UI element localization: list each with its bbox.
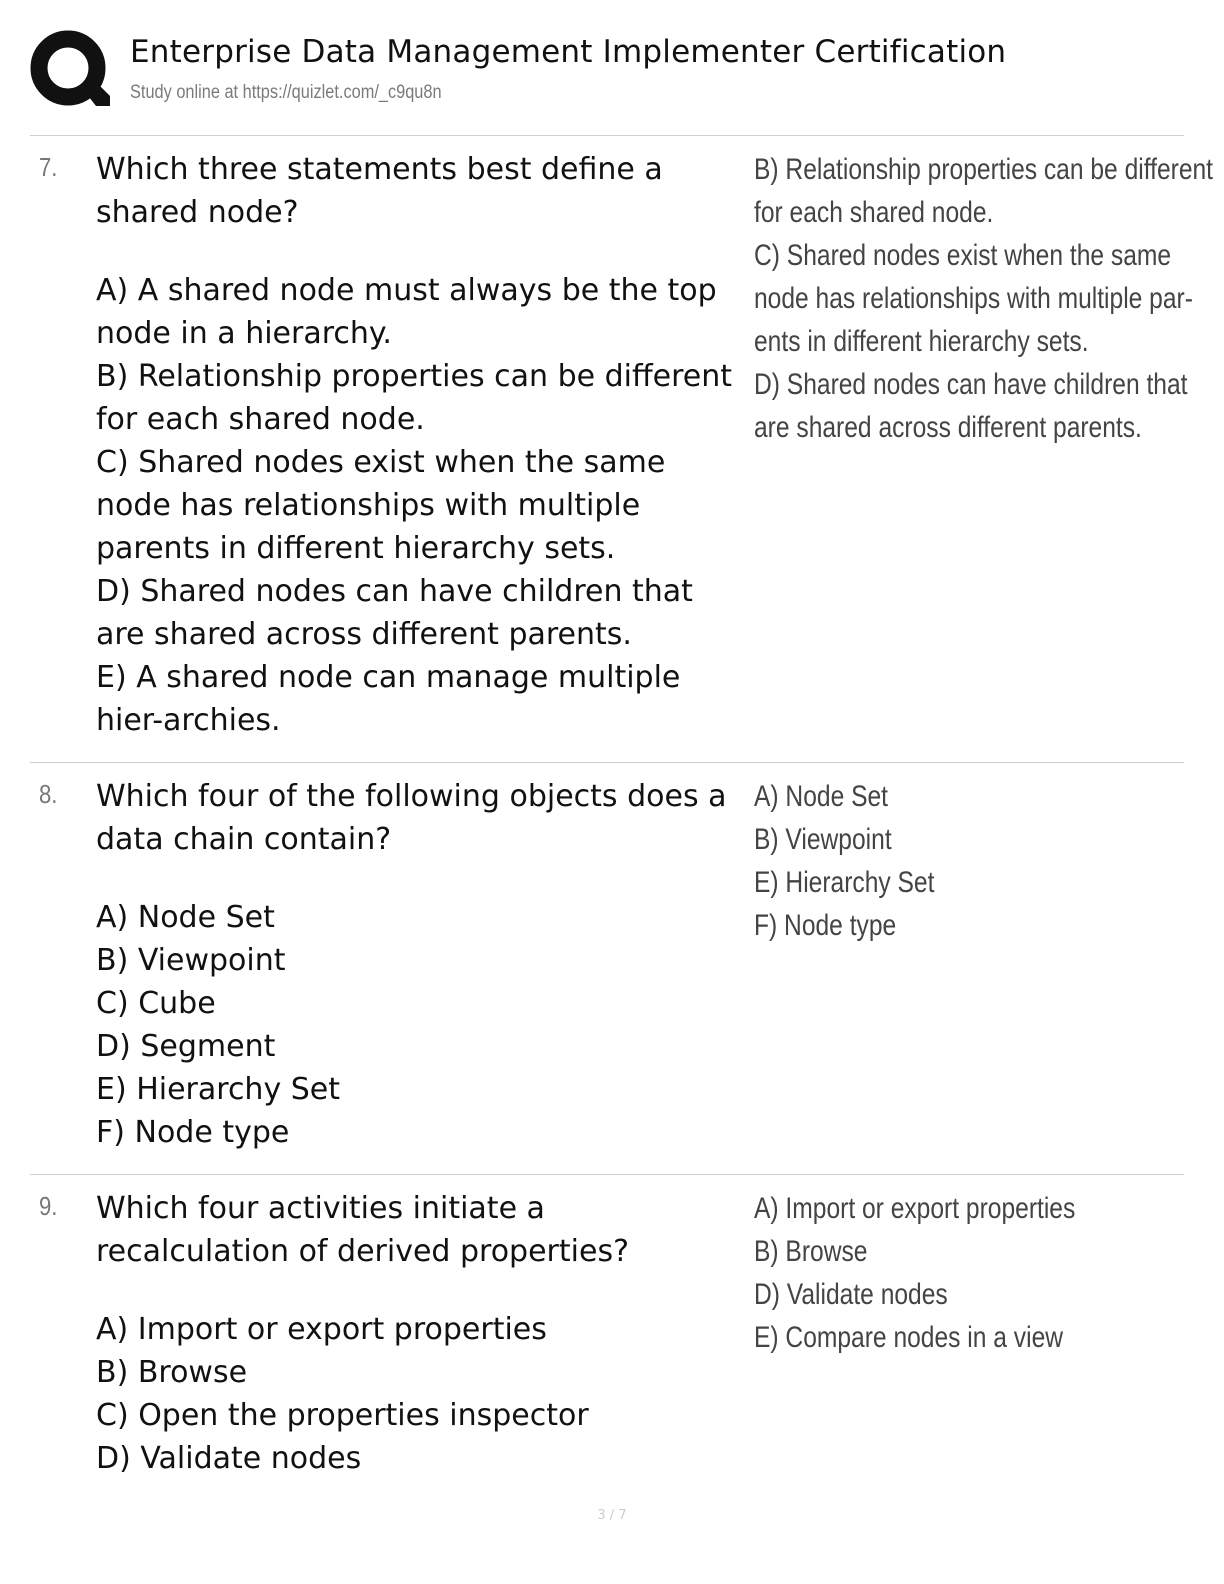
answer-column bbox=[754, 775, 1107, 947]
page-title: Enterprise Data Management Implementer Certification bbox=[130, 34, 1007, 70]
answer-line: A) Node Set bbox=[754, 780, 889, 813]
answer-line: for each shared node. bbox=[754, 196, 994, 229]
answer-line: E) Compare nodes in a view bbox=[754, 1321, 1064, 1354]
answer-column bbox=[754, 148, 1214, 449]
question-text bbox=[96, 1187, 746, 1480]
question-text bbox=[96, 775, 746, 1154]
answer-line: are shared across different parents. bbox=[754, 411, 1142, 444]
option: D) Shared nodes can have children that are shared across different parents. bbox=[96, 574, 693, 652]
answer-line: E) Hierarchy Set bbox=[754, 866, 935, 899]
question-prompt: Which three statements best define a shared node? bbox=[96, 152, 663, 230]
answer-line: B) Relationship properties can be different bbox=[754, 153, 1214, 186]
answer-line: ents in different hierarchy sets. bbox=[754, 325, 1089, 358]
answer-line: F) Node type bbox=[754, 909, 897, 942]
study-online-link[interactable]: Study online at https://quizlet.com/_c9qu8n bbox=[130, 82, 442, 103]
quizlet-logo-icon bbox=[30, 30, 110, 110]
option: E) A shared node can manage multiple hier-archies. bbox=[96, 660, 681, 738]
question-number: 9. bbox=[39, 1191, 58, 1221]
divider bbox=[30, 1174, 1184, 1175]
question-prompt: Which four activities initiate a recalculation of derived properties? bbox=[96, 1191, 629, 1269]
option: A) A shared node must always be the top node in a hierarchy. bbox=[96, 273, 717, 351]
divider bbox=[30, 762, 1184, 763]
answer-line: C) Shared nodes exist when the same bbox=[754, 239, 1172, 272]
option: C) Shared nodes exist when the same node has relationships with multiple parents in different hierarchy sets. bbox=[96, 445, 666, 566]
page-header bbox=[30, 28, 1182, 114]
option: A) Node Set bbox=[96, 900, 275, 935]
answer-line: D) Shared nodes can have children that bbox=[754, 368, 1188, 401]
option: C) Open the properties inspector bbox=[96, 1398, 589, 1433]
answer-line: A) Import or export properties bbox=[754, 1192, 1076, 1225]
option: F) Node type bbox=[96, 1115, 290, 1150]
option: C) Cube bbox=[96, 986, 216, 1021]
option: E) Hierarchy Set bbox=[96, 1072, 340, 1107]
answer-line: B) Viewpoint bbox=[754, 823, 892, 856]
page-number: 3 / 7 bbox=[597, 1508, 627, 1523]
answer-column bbox=[754, 1187, 1107, 1359]
answer-line: B) Browse bbox=[754, 1235, 868, 1268]
option: B) Browse bbox=[96, 1355, 248, 1390]
option: B) Relationship properties can be different for each shared node. bbox=[96, 359, 733, 437]
question-number: 7. bbox=[39, 152, 58, 182]
option: D) Validate nodes bbox=[96, 1441, 362, 1476]
question-number: 8. bbox=[39, 779, 58, 809]
option: A) Import or export properties bbox=[96, 1312, 547, 1347]
answer-line: node has relationships with multiple par- bbox=[754, 282, 1193, 315]
divider bbox=[30, 135, 1184, 136]
answer-line: D) Validate nodes bbox=[754, 1278, 948, 1311]
option: D) Segment bbox=[96, 1029, 276, 1064]
option: B) Viewpoint bbox=[96, 943, 286, 978]
question-text bbox=[96, 148, 746, 742]
question-prompt: Which four of the following objects does a data chain contain? bbox=[96, 779, 727, 857]
